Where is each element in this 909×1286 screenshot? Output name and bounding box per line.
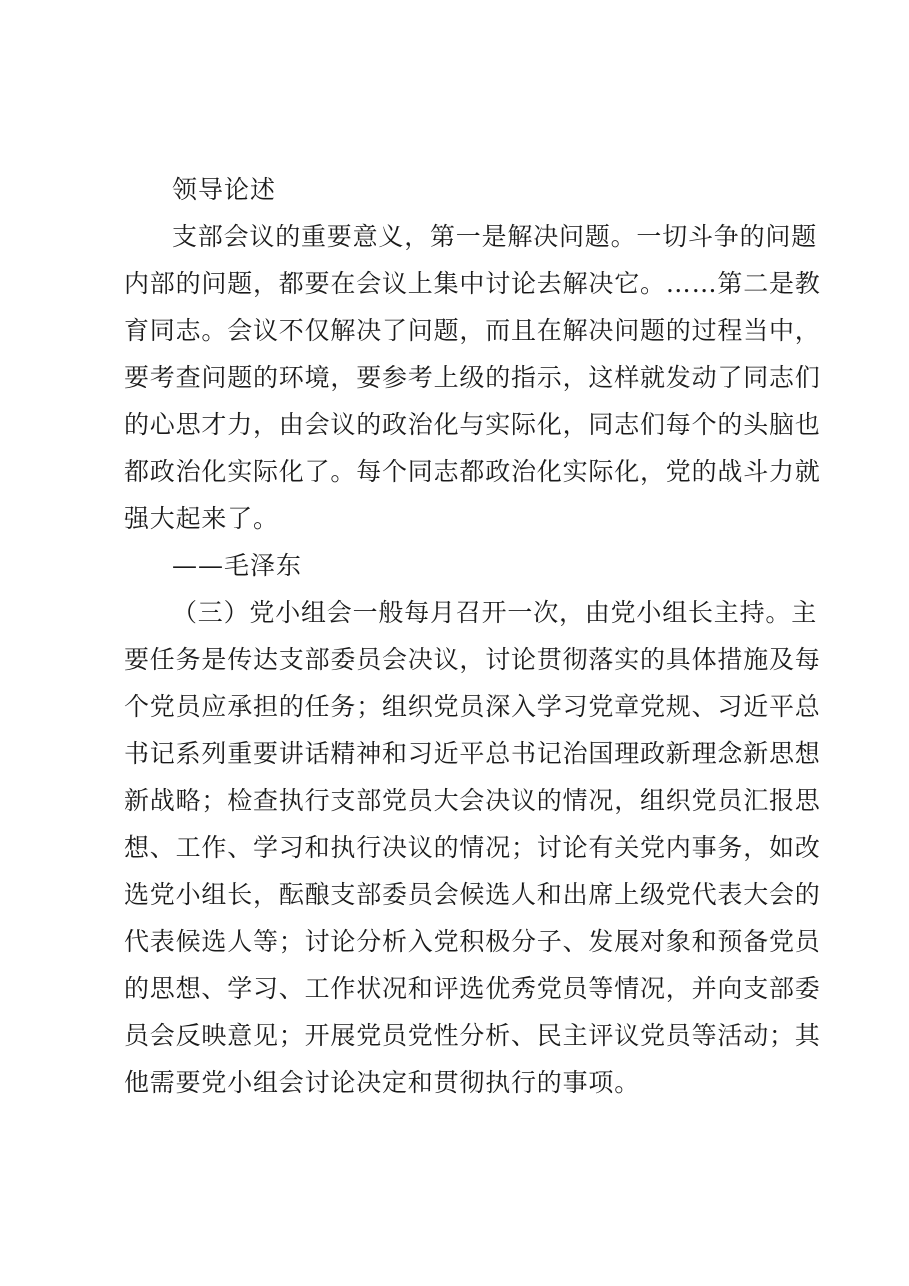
body-line: 的思想、学习、工作状况和评选优秀党员等情况，并向支部委 xyxy=(124,974,821,1003)
section-heading: 领导论述 xyxy=(172,175,277,204)
body-line: 员会反映意见；开展党员党性分析、民主评议党员等活动；其 xyxy=(124,1021,821,1050)
body-line: （三）党小组会一般每月召开一次，由党小组长主持。主 xyxy=(172,598,818,627)
quote-line: 育同志。会议不仅解决了问题，而且在解决问题的过程当中， xyxy=(124,316,821,345)
quote-line: 支部会议的重要意义，第一是解决问题。一切斗争的问题 xyxy=(172,222,818,251)
body-line: 他需要党小组会讨论决定和贯彻执行的事项。 xyxy=(124,1068,641,1097)
body-line: 想、工作、学习和执行决议的情况；讨论有关党内事务，如改 xyxy=(124,833,821,862)
body-line: 个党员应承担的任务；组织党员深入学习党章党规、习近平总 xyxy=(124,692,821,721)
body-line: 选党小组长，酝酿支部委员会候选人和出席上级党代表大会的 xyxy=(124,880,821,909)
quote-line: 要考查问题的环境，要参考上级的指示，这样就发动了同志们 xyxy=(124,363,821,392)
quote-attribution: ——毛泽东 xyxy=(172,551,303,580)
body-line: 新战略；检查执行支部党员大会决议的情况，组织党员汇报思 xyxy=(124,786,821,815)
body-line: 要任务是传达支部委员会决议，讨论贯彻落实的具体措施及每 xyxy=(124,645,821,674)
quote-line: 内部的问题，都要在会议上集中讨论去解决它。……第二是教 xyxy=(124,269,821,298)
quote-paragraph xyxy=(124,213,821,542)
body-paragraph xyxy=(124,589,821,1106)
quote-line: 的心思才力，由会议的政治化与实际化，同志们每个的头脑也 xyxy=(124,410,821,439)
body-line: 代表候选人等；讨论分析入党积极分子、发展对象和预备党员 xyxy=(124,927,821,956)
document-body xyxy=(124,166,821,1106)
quote-line: 强大起来了。 xyxy=(124,504,279,533)
body-line: 书记系列重要讲话精神和习近平总书记治国理政新理念新思想 xyxy=(124,739,821,768)
quote-line: 都政治化实际化了。每个同志都政治化实际化，党的战斗力就 xyxy=(124,457,821,486)
